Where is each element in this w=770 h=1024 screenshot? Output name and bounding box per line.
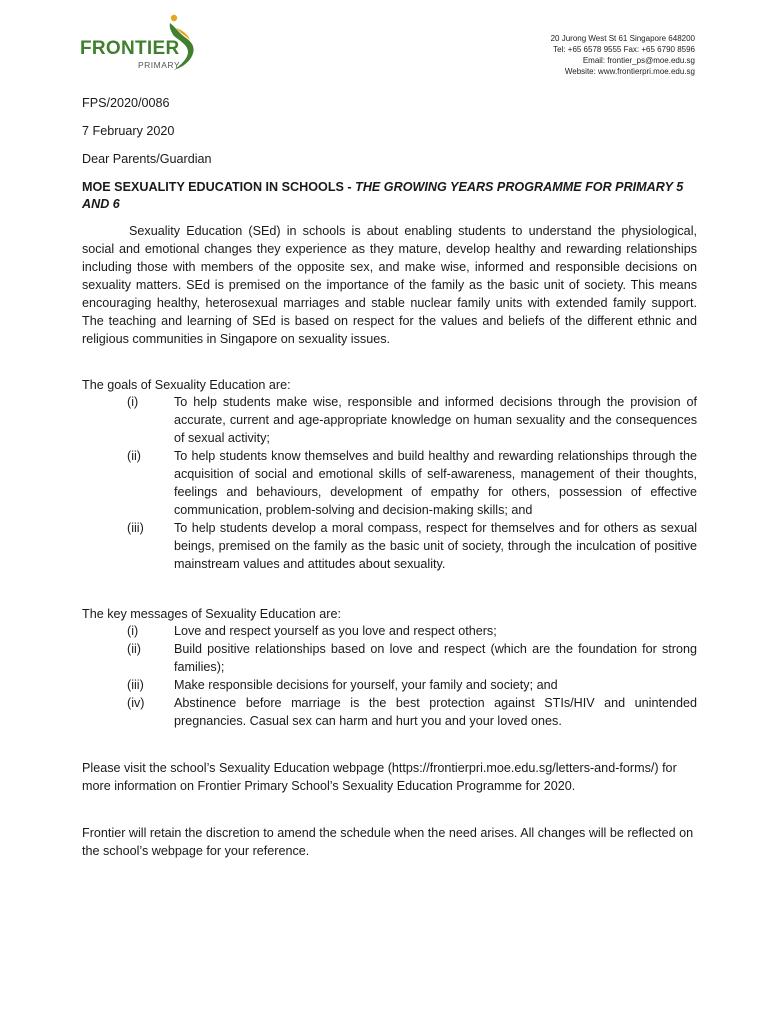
list-item-text: To help students develop a moral compass, respect for themselves and for others as sexual beings, premised on the family as the basic unit of society, through the inculcation of positive mainstream values and attitudes about sexuality.: [174, 521, 697, 571]
intro-paragraph: Sexuality Education (SEd) in schools is about enabling students to understand the physiological, social and emotional changes they experience as they mature, develop healthy and rewarding relationships including those with members of the opposite sex, and make wise, informed and responsible decisions on sexuality matters. SEd is premised on the importance of the family as the basic unit of society. This means encouraging healthy, heterosexual marriages and stable nuclear family units with extended family support. The teaching and learning of SEd is based on respect for the values and beliefs of the different ethnic and religious communities in Singapore on sexuality issues.: [82, 224, 697, 346]
email-line: Email: frontier_ps@moe.edu.sg: [582, 56, 695, 65]
list-item-number: (i): [127, 395, 139, 409]
heading-main: MOE SEXUALITY EDUCATION IN SCHOOLS -: [82, 180, 356, 194]
list-item-text: Make responsible decisions for yourself, your family and society; and: [174, 678, 558, 692]
list-item: [82, 622, 697, 640]
list-item-text: Love and respect yourself as you love and respect others;: [174, 624, 497, 638]
logo-subtitle: PRIMARY: [138, 60, 181, 70]
list-item: [82, 447, 697, 519]
list-item-number: (iii): [127, 678, 144, 692]
list-item-text: Build positive relationships based on love and respect (which are the foundation for strong families);: [174, 642, 697, 674]
address-line: 20 Jurong West St 61 Singapore 648200: [550, 34, 695, 43]
list-item: [82, 640, 697, 676]
key-messages-list: [82, 622, 697, 730]
list-item-text: Abstinence before marriage is the best protection against STIs/HIV and unintended pregnancies. Casual sex can harm and hurt you and your loved ones.: [174, 696, 697, 728]
discretion-paragraph: Frontier will retain the discretion to amend the schedule when the need arises. All changes will be reflected on the school’s webpage for your reference.: [82, 826, 694, 858]
school-logo: [80, 10, 205, 85]
list-item-number: (iv): [127, 696, 145, 710]
phone-line: Tel: +65 6578 9555 Fax: +65 6790 8596: [553, 45, 695, 54]
key-messages-intro: The key messages of Sexuality Education are:: [82, 607, 342, 621]
list-item-text: To help students know themselves and build healthy and rewarding relationships through the acquisition of social and emotional skills of self-awareness, management of their thoughts, feelings and behaviours, development of empathy for others, possession of effective communication, problem-solving and decision-making skills; and: [174, 449, 697, 517]
letter-date: 7 February 2020: [82, 124, 175, 138]
list-item-number: (iii): [127, 521, 144, 535]
reference-number: FPS/2020/0086: [82, 96, 170, 110]
salutation: Dear Parents/Guardian: [82, 152, 212, 166]
list-item-number: (ii): [127, 642, 141, 656]
goals-list: [82, 393, 697, 573]
goals-intro: The goals of Sexuality Education are:: [82, 378, 291, 392]
list-item: [82, 694, 697, 730]
webpage-paragraph: Please visit the school’s Sexuality Education webpage (https://frontierpri.moe.edu.sg/letters-and-forms/) for more information on Frontier Primary School’s Sexuality Education Programme for 2020.: [82, 761, 677, 793]
list-item: [82, 393, 697, 447]
list-item-text: To help students make wise, responsible and informed decisions through the provision of accurate, current and age-appropriate knowledge on human sexuality and the consequences of sexual activity;: [174, 395, 697, 445]
website-line: Website: www.frontierpri.moe.edu.sg: [564, 67, 695, 76]
list-item-number: (i): [127, 624, 139, 638]
letter-heading: [82, 179, 697, 213]
heading-programme: THE GROWING YEARS PROGRAMME FOR PRIMARY 5 AND 6: [82, 180, 684, 211]
list-item: [82, 519, 697, 573]
list-item: [82, 676, 697, 694]
logo-wordmark: FRONTIER: [80, 38, 180, 59]
school-address-block: [551, 33, 695, 77]
list-item-number: (ii): [127, 449, 141, 463]
